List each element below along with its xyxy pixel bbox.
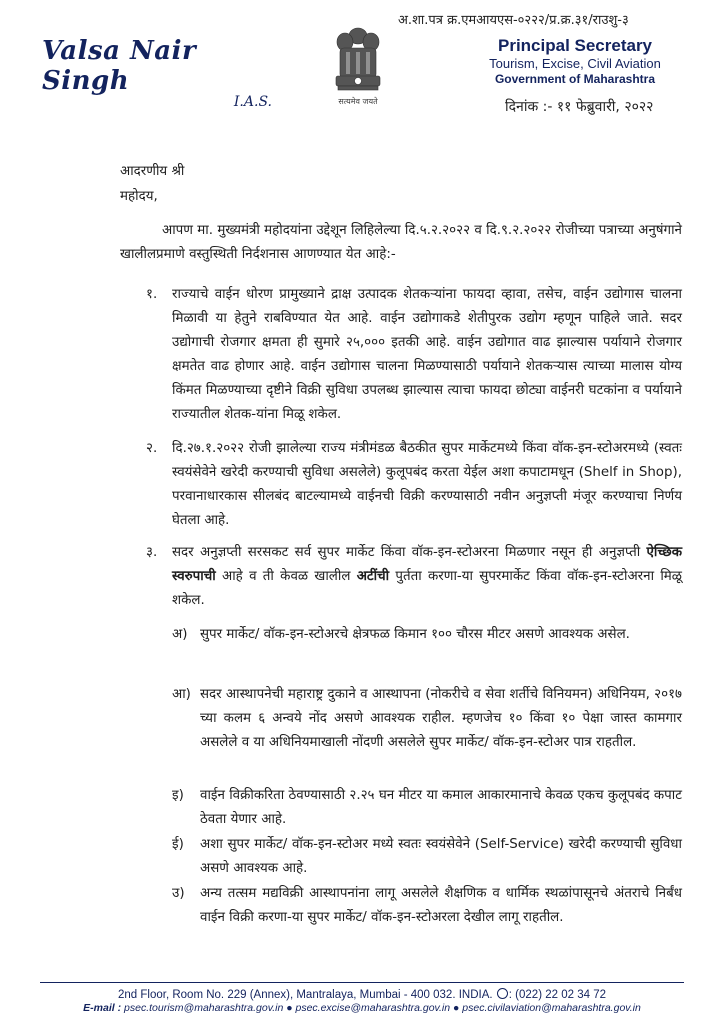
sub-ii-number: ई) <box>172 837 184 852</box>
designation-block <box>470 36 680 86</box>
footer-separator: ● <box>286 1002 293 1014</box>
author-name: Valsa Nair Singh <box>42 36 197 96</box>
point-2-number: २. <box>146 441 158 456</box>
point-3-text <box>172 541 682 613</box>
designation-department: Tourism, Excise, Civil Aviation <box>489 56 661 71</box>
designation-government: Government of Maharashtra <box>494 72 656 86</box>
footer-email-label: E-mail : <box>83 1002 122 1014</box>
designation-title: Principal Secretary <box>497 36 653 55</box>
point-2-text: दि.२७.१.२०२२ रोजी झालेल्या राज्य मंत्रीमंडळ बैठकीत सुपर मार्केटमध्ये किंवा वॉक-इन-स्टोअरमध्ये (स्वतः स्वयंसेवेने खरेदी करण्याची सुविधा असलेले) कुलूपबंद करता येईल अशा कपाटामधून (Shelf in Shop), परवानाधारकास सीलबंद बाटल्यामध्ये वाईनची विक्री करण्यासाठी नवीन अनुज्ञप्ती मंजूर करण्याचा निर्णय घेतला आहे. <box>172 441 682 528</box>
letter-date: दिनांक :- ११ फेब्रुवारी, २०२२ <box>505 99 654 115</box>
sub-aa-text: सदर आस्थापनेची महाराष्ट्र दुकाने व आस्थापना (नोकरीचे व सेवा शर्तीचे विनियमन) अधिनियम, २०१७ च्या कलम ६ अन्वये नोंद असणे आवश्यक राहील. म्हणजेच १० किंवा १० पेक्षा जास्त कामगार असलेले व या अधिनियमाखाली नोंदणी असलेले सुपर मार्केट/ वॉक-इन-स्टोअर पात्र राहतील. <box>200 687 682 750</box>
sub-u-text: अन्य तत्सम मद्यविक्री आस्थापनांना लागू असलेले शैक्षणिक व धार्मिक स्थळांपासूनचे अंतराचे निर्बंध वाईन विक्री करणा-या सुपर मार्केट/ वॉक-इन-स्टोअरला देखील लागू राहतील. <box>200 886 682 925</box>
emblem-motto: सत्यमेव जयते <box>338 97 378 106</box>
point-3-number: ३. <box>146 545 158 560</box>
footer-email-excise[interactable]: psec.excise@maharashtra.gov.in <box>295 1002 451 1014</box>
phone-icon <box>497 988 508 999</box>
sub-aa-number: आ) <box>172 687 191 702</box>
point-1-text: राज्याचे वाईन धोरण प्रामुख्याने द्राक्ष उत्पादक शेतकऱ्यांना फायदा व्हावा, तसेच, वाईन उद्योगास चालना मिळावी या हेतुने राबविण्यात येत आहे. वाईन उद्योगाकडे शेतीपुरक उद्योग म्हणून पाहिले जाते. सदर उद्योगाची रोजगार क्षमता ही सुमारे २५,००० इतकी आहे. वाईन उद्योगात वाढ झाल्यास पर्यायाने रोजगार क्षमतेत वाढ होणार आहे. वाईन उद्योगास चालना मिळण्यासाठी पर्यायाने शेतकऱ्यास त्याच्या मालास योग्य किंमत मिळण्याच्या दृष्टीने विक्री सुविधा उपलब्ध झाल्यास त्याचा फायदा छोट्या वाईनरी घटकांना व पर्यायाने राज्यातील शेतक-यांना मिळू शकेल. <box>172 287 682 422</box>
footer-phone: : (022) 22 02 34 72 <box>508 989 606 1001</box>
footer-email-tourism[interactable]: psec.tourism@maharashtra.gov.in <box>124 1002 284 1014</box>
footer-divider <box>40 982 684 983</box>
footer-email-civilaviation[interactable]: psec.civilaviation@maharashtra.gov.in <box>462 1002 641 1014</box>
salutation-line-1: आदरणीय श्री <box>120 164 185 179</box>
salutation-line-2: महोदय, <box>120 189 158 204</box>
footer-address-line <box>0 987 724 1001</box>
footer-email-line <box>0 1002 724 1014</box>
author-block <box>42 36 292 110</box>
intro-paragraph: आपण मा. मुख्यमंत्री महोदयांना उद्देशून लिहिलेल्या दि.५.२.२०२२ व दि.९.२.२०२२ रोजीच्या पत्राच्या अनुषंगाने खालीलप्रमाणे वस्तुस्थिती निर्दशनास आणण्यात येत आहे:- <box>120 223 682 262</box>
sub-a-text: सुपर मार्केट/ वॉक-इन-स्टोअरचे क्षेत्रफळ किमान १०० चौरस मीटर असणे आवश्यक असेल. <box>200 627 630 642</box>
sub-ii-text: अशा सुपर मार्केट/ वॉक-इन-स्टोअर मध्ये स्वतः स्वयंसेवेने (Self-Service) खरेदी करण्याची सुविधा असणे आवश्यक आहे. <box>200 837 682 876</box>
point-3-part-b: आहे व ती केवळ खालील <box>222 569 351 584</box>
reference-number: अ.शा.पत्र क्र.एमआयएस-०२२२/प्र.क्र.३१/राउशु-३ <box>398 13 629 28</box>
point-3-part-c: पुर्तता करणा-या सुपरमार्केट किंवा वॉक-इन-स्टोअरना मिळू शकेल. <box>172 569 682 608</box>
footer-separator: ● <box>453 1002 460 1014</box>
sub-a-number: अ) <box>172 627 188 642</box>
point-3-part-a: सदर अनुज्ञप्ती सरसकट सर्व सुपर मार्केट किंवा वॉक-इन-स्टोअरना मिळणार नसून ही अनुज्ञप्ती <box>172 545 641 560</box>
point-3-bold-conditions: अटींची <box>356 569 390 584</box>
sub-u-number: उ) <box>172 886 185 901</box>
sub-i-number: इ) <box>172 788 184 803</box>
point-3-bold-voluntary: ऐच्छिक स्वरुपाची <box>172 545 682 584</box>
author-degree: I.A.S. <box>233 94 272 110</box>
footer-address: 2nd Floor, Room No. 229 (Annex), Mantralaya, Mumbai - 400 032. INDIA. <box>118 989 493 1001</box>
point-1-number: १. <box>146 287 158 302</box>
sub-i-text: वाईन विक्रीकरिता ठेवण्यासाठी २.२५ घन मीटर या कमाल आकारमानाचे केवळ एकच कुलूपबंद कपाट ठेवता येणार आहे. <box>200 788 682 827</box>
